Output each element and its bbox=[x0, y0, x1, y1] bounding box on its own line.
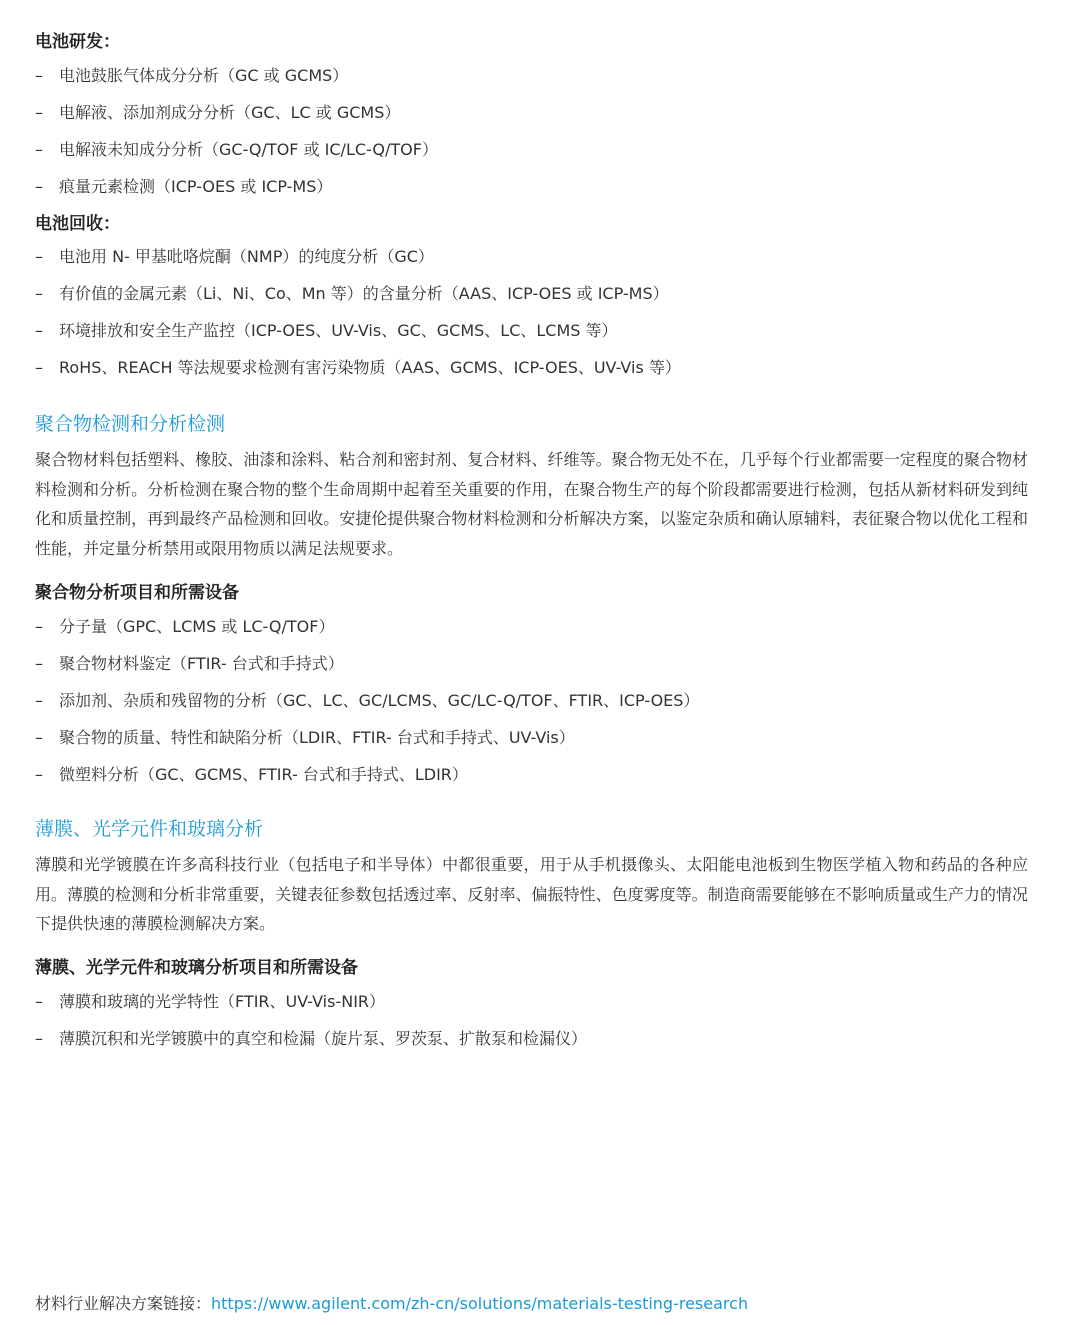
list-item: – 电解液未知成分分析（GC-Q/TOF 或 IC/LC-Q/TOF） bbox=[35, 140, 438, 159]
polymer-section-title: 聚合物检测和分析检测 bbox=[35, 413, 226, 435]
list-item: – 分子量（GPC、LCMS 或 LC-Q/TOF） bbox=[35, 617, 335, 636]
list-item: – 电池用 N- 甲基吡咯烷酮（NMP）的纯度分析（GC） bbox=[35, 247, 434, 266]
list-item: – 聚合物材料鉴定（FTIR- 台式和手持式） bbox=[35, 654, 344, 673]
solutions-link[interactable]: https://www.agilent.com/zh-cn/solutions/materials-testing-research bbox=[211, 1294, 749, 1313]
thin-film-list bbox=[35, 991, 587, 1065]
list-item: – 电解液、添加剂成分分析（GC、LC 或 GCMS） bbox=[35, 103, 401, 122]
list-item: – 薄膜和玻璃的光学特性（FTIR、UV-Vis-NIR） bbox=[35, 992, 386, 1011]
list-item: – 环境排放和安全生产监控（ICP-OES、UV-Vis、GC、GCMS、LC、LCMS 等） bbox=[35, 321, 618, 340]
battery-recycling-list bbox=[35, 246, 681, 394]
thin-film-section-title: 薄膜、光学元件和玻璃分析 bbox=[35, 818, 264, 840]
list-item: – 痕量元素检测（ICP-OES 或 ICP-MS） bbox=[35, 177, 333, 196]
list-item: – 电池鼓胀气体成分分析（GC 或 GCMS） bbox=[35, 66, 349, 85]
thin-film-paragraph: 薄膜和光学镀膜在许多高科技行业（包括电子和半导体）中都很重要，用于从手机摄像头、太阳能电池板到生物医学植入物和药品的各种应用。薄膜的检测和分析非常重要，关键表征参数包括透过率、反射率、偏振特性、色度雾度等。制造商需要能够在不影响质量或生产力的情况下提供快速的薄膜检测解决方案。 bbox=[35, 855, 1028, 933]
footer-link-line bbox=[35, 1292, 748, 1316]
polymer-list bbox=[35, 616, 699, 801]
list-item: – RoHS、REACH 等法规要求检测有害污染物质（AAS、GCMS、ICP-OES、UV-Vis 等） bbox=[35, 358, 681, 377]
list-item: – 聚合物的质量、特性和缺陷分析（LDIR、FTIR- 台式和手持式、UV-Vis） bbox=[35, 728, 575, 747]
battery-rd-heading: 电池研发： bbox=[35, 32, 120, 52]
footer-label: 材料行业解决方案链接： bbox=[35, 1294, 212, 1313]
list-item: – 添加剂、杂质和残留物的分析（GC、LC、GC/LCMS、GC/LC-Q/TOF、FTIR、ICP-OES） bbox=[35, 691, 700, 710]
battery-rd-list bbox=[35, 65, 438, 213]
battery-recycling-heading: 电池回收： bbox=[35, 214, 120, 234]
polymer-subheading: 聚合物分析项目和所需设备 bbox=[35, 583, 239, 603]
thin-film-subheading: 薄膜、光学元件和玻璃分析项目和所需设备 bbox=[35, 958, 358, 978]
list-item: – 微塑料分析（GC、GCMS、FTIR- 台式和手持式、LDIR） bbox=[35, 765, 468, 784]
list-item: – 薄膜沉积和光学镀膜中的真空和检漏（旋片泵、罗茨泵、扩散泵和检漏仪） bbox=[35, 1029, 588, 1048]
list-item: – 有价值的金属元素（Li、Ni、Co、Mn 等）的含量分析（AAS、ICP-OES 或 ICP-MS） bbox=[35, 284, 669, 303]
polymer-paragraph: 聚合物材料包括塑料、橡胶、油漆和涂料、粘合剂和密封剂、复合材料、纤维等。聚合物无处不在，几乎每个行业都需要一定程度的聚合物材料检测和分析。分析检测在聚合物的整个生命周期中起着至关重要的作用，在聚合物生产的每个阶段都需要进行检测，包括从新材料研发到纯化和质量控制，再到最终产品检测和回收。安捷伦提供聚合物材料检测和分析解决方案，以鉴定杂质和确认原辅料，表征聚合物以优化工程和性能，并定量分析禁用或限用物质以满足法规要求。 bbox=[35, 450, 1028, 558]
